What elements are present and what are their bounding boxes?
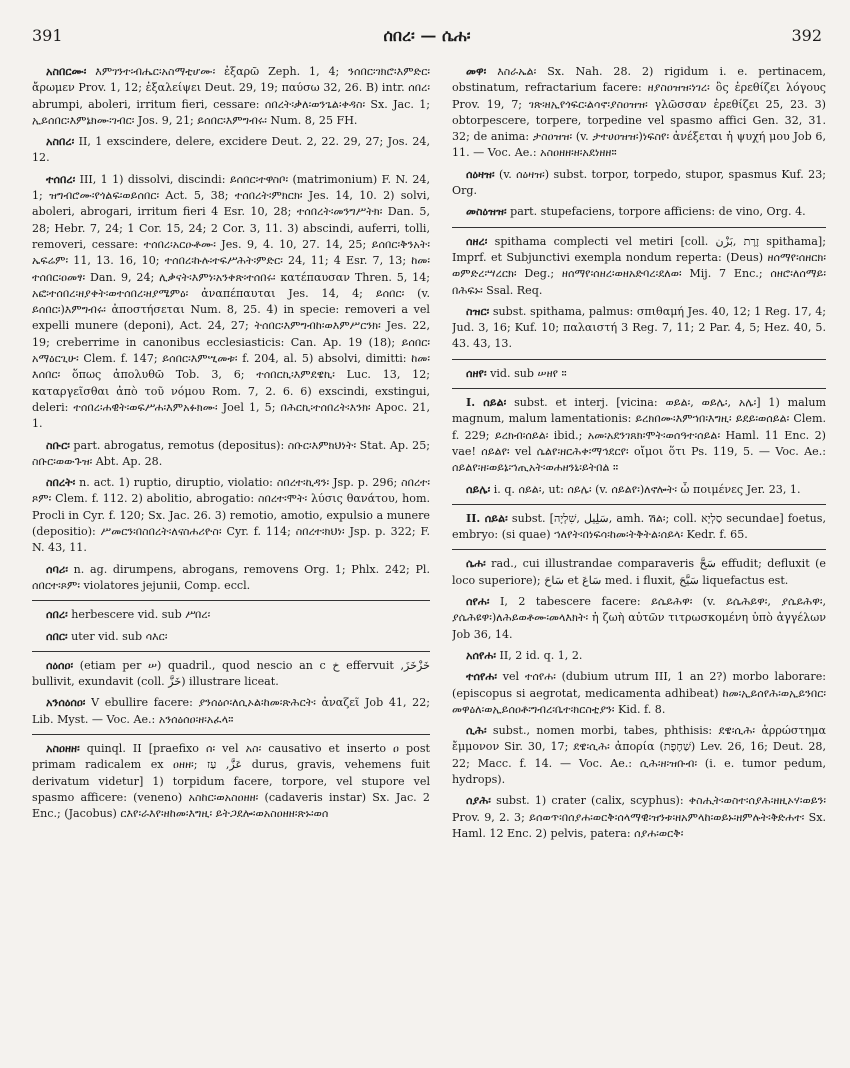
dictionary-entry	[32, 562, 430, 595]
dictionary-entry	[452, 482, 826, 498]
entry-headword: ሰዘየ፡	[466, 366, 487, 380]
dictionary-entry	[452, 234, 826, 299]
section-divider	[32, 734, 430, 735]
page-header	[32, 26, 822, 54]
entry-headword: ተሰበረ፡	[46, 172, 76, 186]
running-head: ሰበረ፡ — ሴሐ፡	[383, 26, 471, 45]
section-divider	[32, 651, 430, 652]
entry-headword: ስበረት፡	[46, 476, 76, 490]
entry-headword: አንሰዕሰዐ፡	[46, 696, 86, 710]
entry-headword: አስዐዘዘ፡	[46, 741, 80, 755]
entry-headword: ሰባሪ፡	[46, 562, 68, 576]
dictionary-entry	[32, 475, 430, 556]
section-divider	[452, 504, 826, 505]
entry-definition: እስራኤል፡ Sx. Nah. 28. 2) rigidum i. e. pertinacem, obstinatum, refractarium facere: ዘያስዐዝዝ፡ነገረ፡ ὃς ἐρεθίζει λόγους Prov. 19, 7; ገጽ፡ዘኢየጎፍር፡ልሳኖ፡ያስዐዝዝ፡ γλῶσσαν ἐρεθίζει 25, 23. 3) obtorpescere, torpere, torpedine vel spasmo affici Gen. 32, 31. 32; de anima: ታስዐዝዝ፡ (v. ታተሀዐዝዝ፡)ነፍስየ፡ ἀνέξεται ἡ ψυχή μου Job 6, 11. — Voc. Ae.: አስዐዘዘ፡ዘ፡አደነዘዘ።	[452, 65, 826, 160]
entry-headword: ስዝር፡	[466, 304, 490, 318]
entry-definition: herbescere vid. sub ሥበረ፡	[67, 608, 211, 622]
dictionary-entry	[32, 658, 430, 691]
entry-definition: subst., nomen morbi, tabes, phthisis: ደዌ፡ሲሕ፡ ἀρρώστημα ἔμμονον Sir. 30, 17; ደዌ፡ሲሕ፡ ἀπορία (שַׁחֶפֶת) Lev. 26, 16; Deut. 28, 22; Macc. f. 14. — Voc. Ae.: ሲሕ፡ዘ፡ዝቡብ፡ (i. e. tumor pedum, hydrops).	[452, 724, 826, 786]
entry-headword: ሰያሕ፡	[466, 794, 491, 808]
left-column	[32, 64, 430, 1058]
entry-definition: subst. spithama, palmus: σπιθαμή Jes. 40, 12; 1 Reg. 17, 4; Jud. 3, 16; Kuf. 10; παλαιστή 3 Reg. 7, 11; 2 Par. 4, 5; Hez. 40, 5. 43. 43, 13.	[452, 304, 826, 351]
dictionary-entry	[32, 64, 430, 129]
entry-definition: subst. [سَلِيل ,שִׁלְיָה, amh. ሽል፡; coll. סַלְיָא secundae] foetus, embryo: (si quae) ኀለየት፡በነፍሳ፡ከመ፡ትቅትል፡ሰይላ፡ Kedr. f. 65.	[452, 511, 826, 542]
entry-definition: i. q. ሰይል፡, ut: ሰይሌ፡ (v. ሰይልየ፡)ለኖሎት፡ ὦ ποιμένες Jer. 23, 1.	[490, 482, 801, 496]
entry-headword: ሰዘረ፡	[466, 234, 488, 248]
dictionary-entry	[32, 172, 430, 433]
entry-definition: V ebullire facere: ያንሰዕሶ፡ለሲኦል፡ከመ፡ጽሕርት፡ ἀναζεῖ Job 41, 22; Lib. Myst. — Voc. Ae.: አንሰዕሰዐ፡ዘ፡አፈላ።	[32, 696, 430, 726]
dictionary-entry	[452, 723, 826, 788]
entry-headword: አስበርሙ፡	[46, 65, 87, 78]
dictionary-entry	[452, 793, 826, 842]
dictionary-entry	[452, 366, 826, 382]
dictionary-entry	[452, 304, 826, 353]
entry-headword: መስዕዝዝ፡	[466, 205, 507, 219]
entry-definition: vel ተሰየሐ፡ (dubium utrum III, 1 an 2?) morbo laborare: (episcopus si aegrotat, medicamenta adhibeat) ከመ፡ኢይሰየሕ፡ወኢይንበር፡መዋዕለ፡ወኢይሰዐቶ፡ግብረ፡ቤተ፡ክርስቲያን፡ Kid. f. 8.	[452, 670, 826, 716]
entry-definition: (v. ሰዕዛዝ፡) subst. torpor, torpedo, stupor, spasmus Kuf. 23; Org.	[452, 167, 826, 198]
entry-definition: part. stupefaciens, torpore afficiens: de vino, Org. 4.	[506, 205, 806, 219]
dictionary-entry	[452, 556, 826, 589]
entry-definition: (etiam per ሠ) quadril., quod nescio an c خ effervuit ,خَزْخَزَ bullivit, exundavit (coll. خَزَّ) illustrare liceat.	[32, 658, 430, 689]
entry-headword: ሰበር፡	[46, 629, 68, 643]
entry-headword: ሰዕሰዐ፡	[46, 658, 74, 672]
entry-headword: I. ሰይል፡	[466, 396, 507, 410]
dictionary-entry	[452, 511, 826, 544]
entry-definition: n. ag. dirumpens, abrogans, removens Org. 1; Phlx. 242; Pl. ሰበርተ፡ጾም፡ violatores jejunii, Comp. eccl.	[32, 562, 430, 592]
dictionary-entry	[32, 741, 430, 822]
dictionary-entry	[452, 594, 826, 643]
page-number-right: 392	[791, 26, 822, 45]
dictionary-entry	[32, 695, 430, 728]
entry-definition: part. abrogatus, remotus (depositus): ስቡር፡እምክህነት፡ Stat. Ap. 25; ስቡር፡ወውጉዝ፡ Abt. Ap. 28.	[32, 438, 430, 468]
dictionary-entry	[452, 167, 826, 200]
dictionary-entry	[452, 395, 826, 476]
entry-definition: I, 2 tabescere facere: ይሴይሕዋ፡ (v. ይሴሕይዋ፡, ያሴይሕዋ፡, ያሴሕዩዋ፡)ለሕይወቶሙ፡መላእክት፡ ἡ ζωὴ αὐτῶν τιτρωσκομένη ὑπὸ ἀγγέλων Job 36, 14.	[452, 595, 826, 641]
page-number-left: 391	[32, 26, 63, 45]
entry-definition: quinql. II [praefixo ሰ፡ vel አስ፡ causativo et inserto ዐ post primam radicalem ex ዐዘዘ፡; عَزَّ, עַז durus, gravis, vehemens fuit derivatum videtur] 1) torpidum facere, torpore, vel stupore vel spasmo afficere: (veneno) አስከር፡ወአስዐዘዘ፡ (cadaveris instar) Sx. Jac. 2 Enc.; (Jacobus) ርእየ፡ራእየ፡ዘከመ፡እግዚ፡ ይትጋደሎ፡ወአስዐዘዘ፡ጽኑ፡ወሰ	[32, 741, 430, 821]
entry-headword: II. ሰይል፡	[466, 511, 508, 525]
entry-headword: ሰየሐ፡	[466, 595, 490, 609]
dictionary-entry	[452, 204, 826, 220]
section-divider	[452, 388, 826, 389]
entry-headword: ሲሕ፡	[466, 724, 487, 738]
entry-definition: subst. et interj. [vicina: ወይል፡, ወይሌ፡, አሌ፡] 1) malum magnum, malum lamentationis: ይረክበሙ፡እምኀበ፡እግዚ፡ ይደይ፡ወሰይል፡ Clem. f. 229; ይረክብ፡ሰይል፡ ibid.; አመ፡አደንገጸክ፡ሞት፡ወሰዓተ፡ሰይል፡ Haml. 11 Enc. 2) vae! ሰይልየ፡ vel ሴልየ፡ዘርሕቀ፡ማኅደርየ፡ οἴμοι ὅτι Ps. 119, 5. — Voc. Ae.: ሰይልየ፡ዘ፡ወይኔ፡ኀጢአት፡ወሐዘንኒ፡ይትበል ።	[452, 396, 826, 475]
entry-headword: አሰየሐ፡	[466, 648, 496, 662]
entry-definition: II, 2 id. q. 1, 2.	[495, 648, 583, 662]
section-divider	[452, 359, 826, 360]
entry-definition: II, 1 exscindere, delere, excidere Deut. 2, 22. 29, 27; Jos. 24, 12.	[32, 135, 430, 165]
entry-headword: መዋ፡	[466, 65, 487, 78]
section-divider	[452, 227, 826, 228]
section-divider	[32, 600, 430, 601]
entry-definition: subst. 1) crater (calix, scyphus): ቀስሒት፡ወስተ፡ሰያሕ፡ዘዚኦሃ፡ወይን፡ Prov. 9, 2. 3; ይሰወጥ፡በሰያሐ፡ወርቅ፡ሰላማዊ፡ዝንቱ፡ዘአምላከ፡ወይኑ፡ዘምሉት፡ቅድሐተ፡ Sx. Haml. 12 Enc. 2) pelvis, patera: ሰያሐ፡ወርቅ፡	[452, 794, 826, 840]
entry-headword: አስበረ፡	[46, 135, 75, 149]
dictionary-entry	[32, 607, 430, 623]
dictionary-entry	[32, 134, 430, 167]
entry-headword: ሰይሌ፡	[466, 482, 491, 496]
entry-definition: vid. sub ሠዘየ ።	[486, 366, 567, 380]
entry-definition: n. act. 1) ruptio, diruptio, violatio: ስበረተ፡ኪዳን፡ Jsp. p. 296; ስበረተ፡ጾም፡ Clem. f. 112. 2) abolitio, abrogatio: ስበረተ፡ሞት፡ λύσις θανάτου, hom. Procli in Cyr. f. 120; Sx. Jac. 26. 3) remotio, amotio, expulsio a munere (depositio): ሥመርን፡በስበረት፡ለናስሐሪዮስ፡ Cyr. f. 114; ስበረተ፡ክህነ፡ Jsp. p. 322; F. N. 43, 11.	[32, 476, 430, 555]
section-divider	[452, 549, 826, 550]
entry-definition: uter vid. sub ሳእር፡	[67, 629, 168, 643]
entry-headword: ስቡር፡	[46, 438, 70, 452]
entry-definition: III, 1 1) dissolvi, discindi: ይሰበር፡ተዋስቦ፡ (matrimonium) F. N. 24, 1; ዝግብሮሙ፡የጎልፍ፡ወይሰበር፡ Act. 5, 38; ተሰበረት፡ምክርክ፡ Jes. 14, 10. 2) solvi, aboleri, abrogari, irritum fieri 4 Esr. 10, 28; ተሰበረት፡መንግሥትክ፡ Dan. 5, 28; Hebr. 7, 24; 1 Cor. 15, 24; 2 Cor. 3, 11. 3) abscindi, auferri, tolli, removeri, cessare: ተሰበረ፡አርዑቶሙ፡ Jes. 9, 4. 10, 27. 14, 25; ይሰበር፡ቅንአት፡ኤፍሬም፡ 11, 13. 16, 10; ተሰበረ፡ኩሉ፡ተፍሥሕት፡ምድር፡ 24, 11; 4 Esr. 7, 13; ከመ፡ተሰበር፡ዐመፃ፡ Dan. 9, 24; ሊቃናት፡እምነ፡አንቀጽ፡ተሰበሩ፡ κατέπαυσαν Thren. 5, 14; አፎ፡ተሰበረ፡ዘያቀት፡ወተሰበረ፡ዘያሜምዕ፡ ἀναπέπαυται Jes. 14, 4; ይሰበር፡ (v. ይሰበር፡)እምግብሩ፡ ἀποστήσεται Num. 8, 25. 4) in specie: removeri a vel expelli munere (deponi), Act. 24, 27; ትሰበር፡እምግብከ፡ወእምሥርንክ፡ Jes. 22, 19; creberrime in canonibus ecclesiasticis: Can. Ap. 19 (18); ይሰበር፡አማዕርጊሁ፡ Clem. f. 147; ይሰበር፡እምሢመቱ፡ f. 204, al. 5) absolvi, dimitti: ከመ፡እሰበር፡ ὅπως ἀπολυθῶ Tob. 3, 6; ተሰበርኪ፡እምደዌኪ፡ Luc. 13, 12; καταργεῖσθαι ἀπὸ τοῦ νόμου Rom. 7, 2. 6. 6) exscindi, exstingui, deleri: ተሰበረ፡ሐዊት፡ወፍሥሐ፡እምአፉክሙ፡ Joel 1, 5; በሕርኪ፡ተሰበረት፡እንክ፡ Apoc. 21, 1.	[32, 172, 430, 431]
entry-headword: ተሰየሐ፡	[466, 670, 497, 684]
dictionary-entry	[32, 438, 430, 471]
entry-headword: ሰዕዛዝ፡	[466, 167, 495, 181]
dictionary-entry	[452, 648, 826, 664]
dictionary-entry	[32, 629, 430, 645]
entry-headword: ሰበረ፡	[46, 608, 68, 622]
dictionary-entry	[452, 64, 826, 162]
entry-definition: እምገንተ፡ብሔር፡አስማቲሆሙ፡ ἐξαρῶ Zeph. 1, 4; ንሰበር፡ገክሮ፡እምድር፡ ἄρωμεν Prov. 1, 12; ἐξαλείψει Deut. 29, 19; παύσω 32, 26. B) intr. ሰበረ፡ abrumpi, aboleri, irritum fieri, cessare: ሰበረት፡ቃለ፡ወንጌል፡ቀዳስ፡ Sx. Jac. 1; ኢይሰበር፡እምኔክሙ፡ገብር፡ Jos. 9, 21; ይሰበር፡እምግብሩ፡ Num. 8, 25 FH.	[32, 65, 430, 127]
right-column	[452, 64, 826, 1058]
dictionary-entry	[452, 669, 826, 718]
entry-definition: spithama complecti vel metiri [coll. זֶרֶת ,بَزْن spithama]; Imprf. et Subjunctivi exempla nondum reperta: (Deus) ዘሰማየ፡ሰዘርክ፡ወምድረ፡ሣረርክ፡ Deg.; ዘሰማየ፡ሰዘረ፡ወዘአድባረ፡ደለወ፡ Mij. 7 Enc.; ሰዘሮ፡ለሰማይ፡በሕፍኑ፡ Ssal. Req.	[452, 234, 826, 297]
entry-definition: rad., cui illustrandae comparaveris سَحَّ effudit; defluxit (e loco superiore); سَاحَ et سَاعَ med. i fluxit, سَيَّحَ liquefactus est.	[452, 557, 826, 587]
entry-headword: ሴሐ፡	[466, 557, 486, 571]
